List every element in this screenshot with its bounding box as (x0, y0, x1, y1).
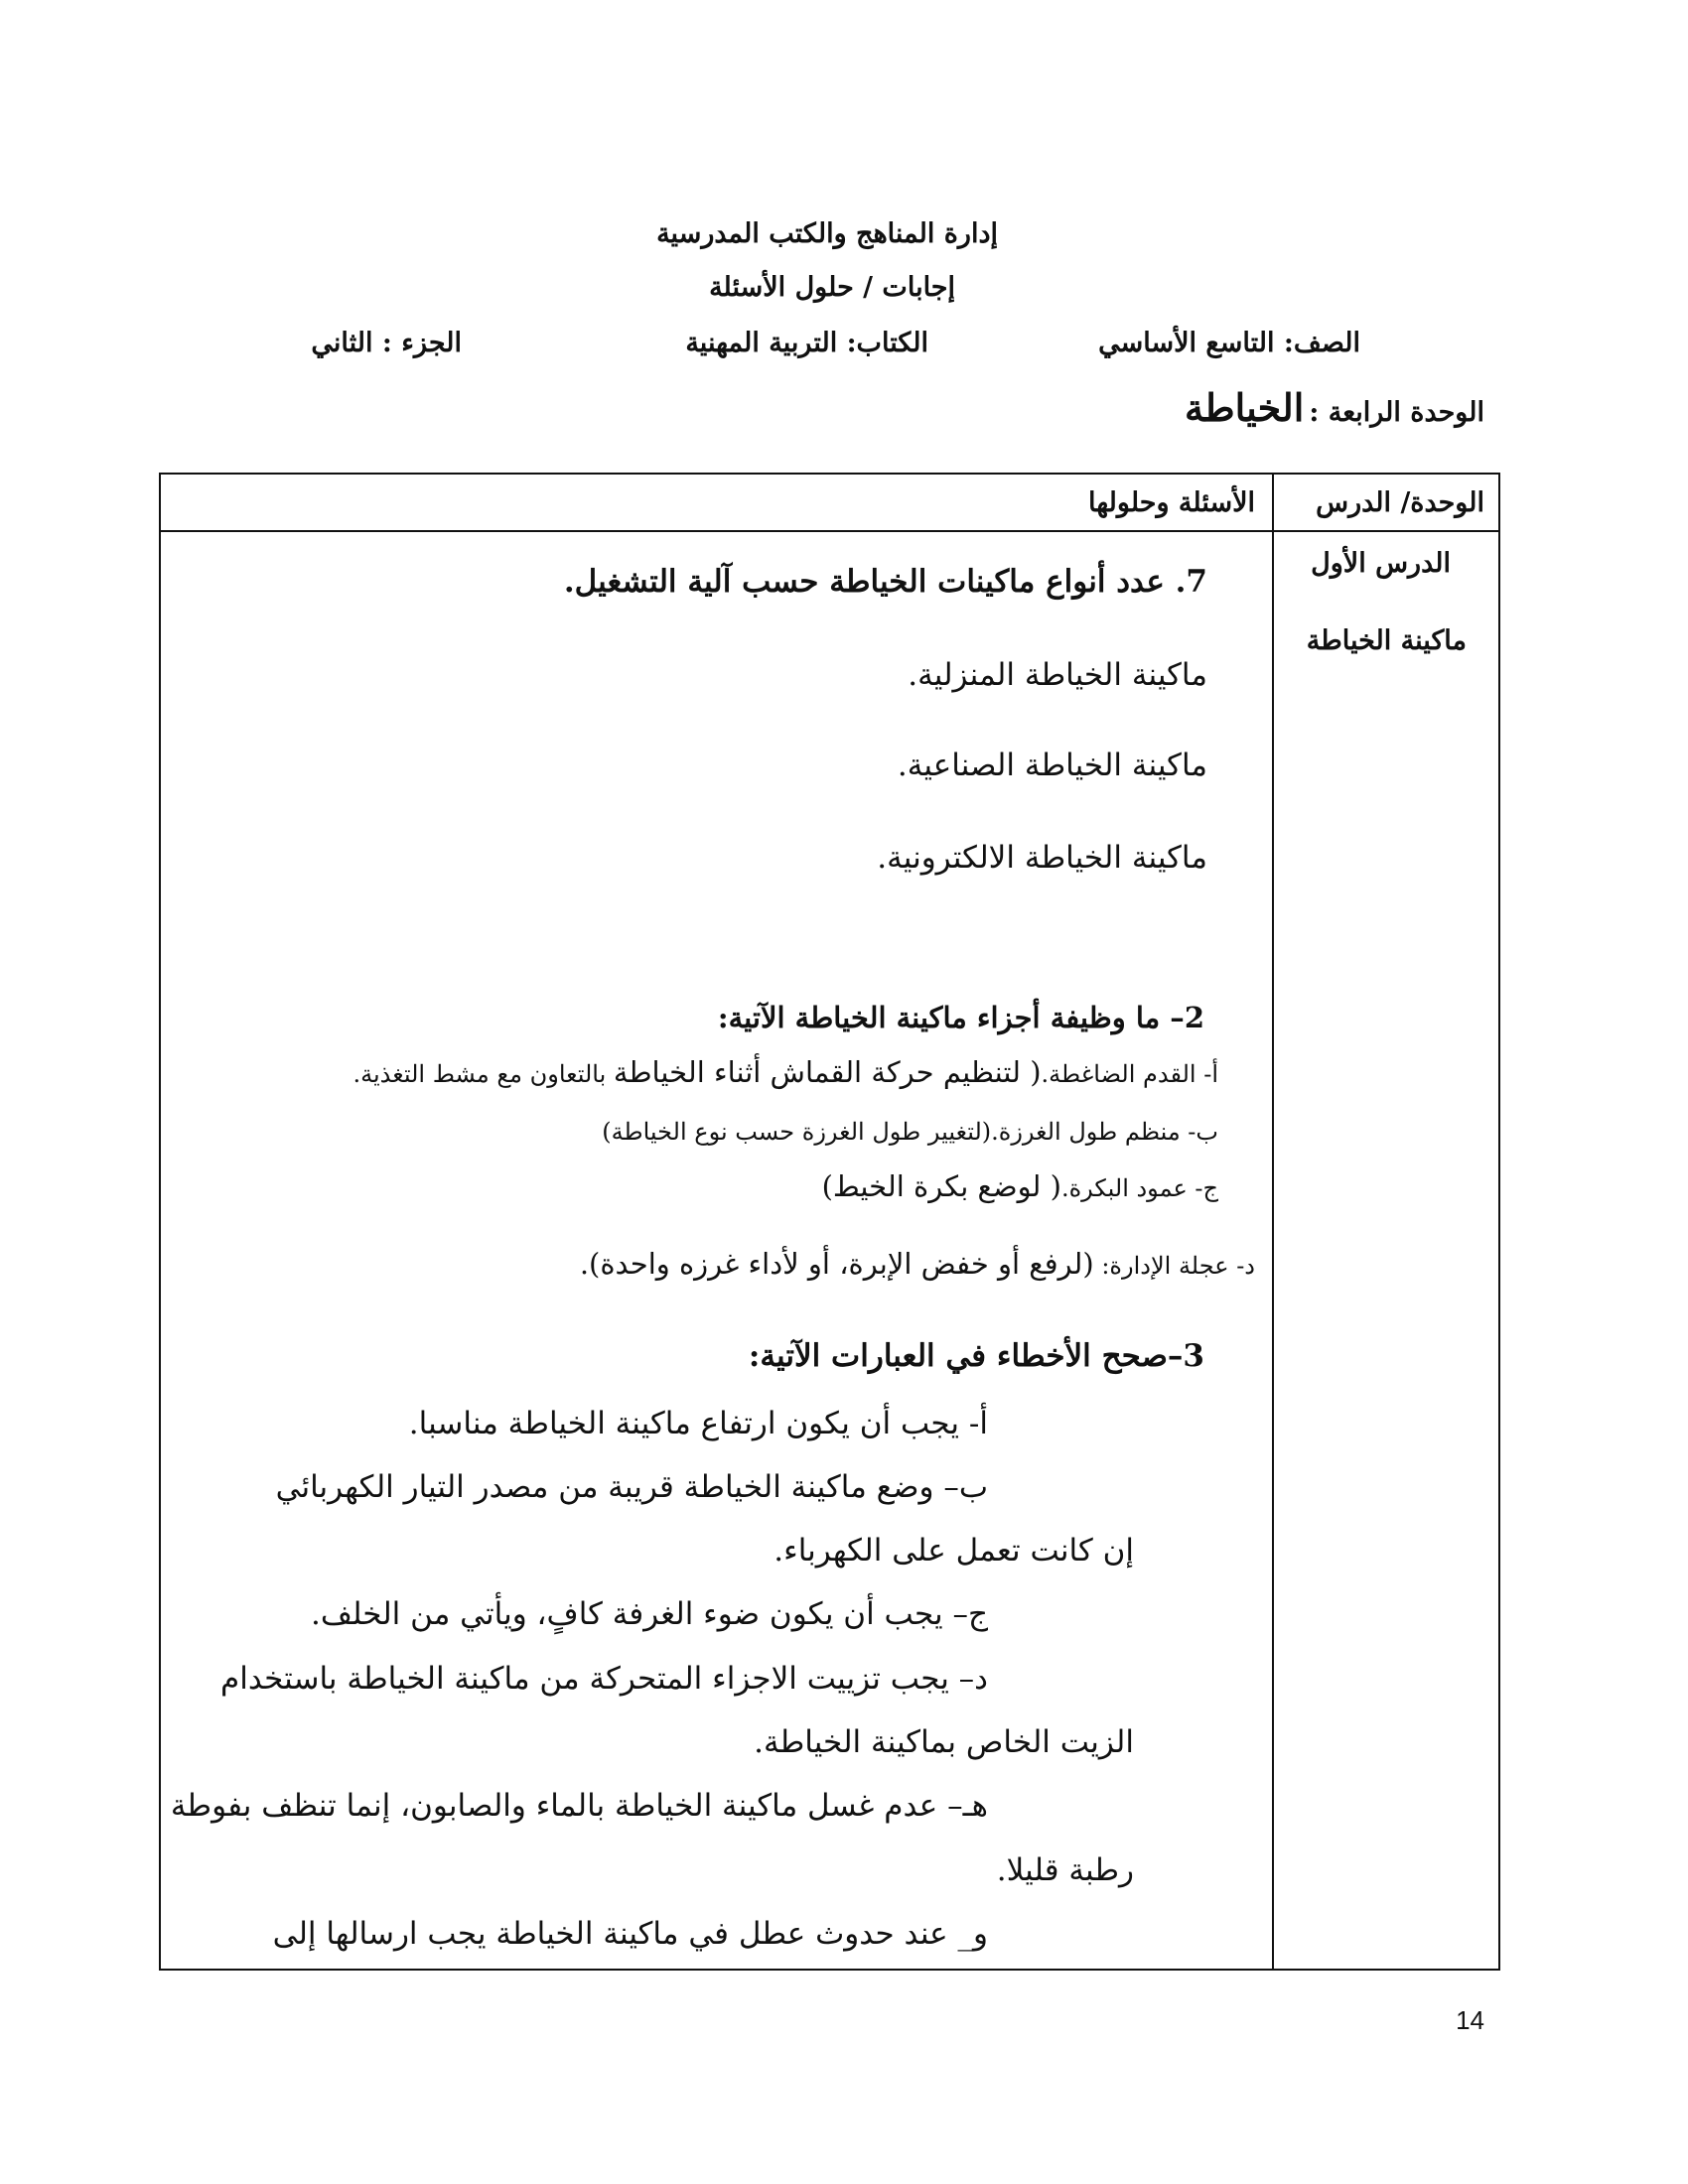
question-3-item-e: هـ– عدم غسل ماكينة الخياطة بالماء والصابون، إنما تنظف بفوطة (170, 1788, 988, 1824)
item-c-label: ج- عمود البكرة. (1060, 1174, 1218, 1202)
question-3-item-b-cont: إن كانت تعمل على الكهرباء. (774, 1533, 1134, 1569)
question-3-item-d-cont: الزيت الخاص بماكينة الخياطة. (754, 1724, 1134, 1760)
question-2-item-c (822, 1169, 1218, 1203)
col-header-unit: الوحدة/ الدرس (1316, 487, 1484, 518)
item-d-answer: (لرفع أو خفض الإبرة، أو لأداء غرزه واحدة). (579, 1247, 1094, 1281)
item-d-label: د- عجلة الإدارة: (1093, 1252, 1255, 1280)
lesson-name: الدرس الأول (1311, 548, 1451, 579)
col-header-qa: الأسئلة وحلولها (1088, 487, 1255, 518)
question-1-answer-3: ماكينة الخياطة الالكترونية. (877, 840, 1207, 876)
question-3-item-d: د– يجب تزييت الاجزاء المتحركة من ماكينة الخياطة باستخدام (220, 1661, 988, 1697)
page-number: 14 (1456, 2005, 1484, 2035)
question-2-item-d (580, 1247, 1255, 1281)
question-3-item-e-cont: رطبة قليلا. (996, 1852, 1134, 1888)
item-a-label: أ- القدم الضاغطة. (1041, 1060, 1218, 1088)
question-3-item-f: و_ عند حدوث عطل في ماكينة الخياطة يجب ارسالها إلى (272, 1916, 988, 1952)
header-divider (161, 530, 1498, 532)
unit-heading (1185, 385, 1484, 430)
part-label: الجزء : الثاني (311, 328, 462, 358)
question-2-item-b: ب- منظم طول الغرزة.(لتغيير طول الغرزة حسب نوع الخياطة) (602, 1118, 1218, 1146)
lesson-topic: ماكينة الخياطة (1306, 625, 1467, 656)
item-a-tail: بالتعاون مع مشط التغذية. (352, 1060, 614, 1088)
question-1-answer-1: ماكينة الخياطة المنزلية. (908, 657, 1207, 693)
question-3-item-c: ج– يجب أن يكون ضوء الغرفة كافٍ، ويأتي من الخلف. (311, 1596, 988, 1632)
grade-label: الصف: التاسع الأساسي (1098, 328, 1360, 358)
question-1-title: 7. عدد أنواع ماكينات الخياطة حسب آلية التشغيل. (563, 564, 1207, 600)
question-1-answer-2: ماكينة الخياطة الصناعية. (897, 748, 1207, 783)
item-a-answer: ( لتنظيم حركة القماش أثناء الخياطة (613, 1055, 1042, 1089)
book-label: الكتاب: التربية المهنية (685, 328, 928, 358)
question-3-item-a: أ- يجب أن يكون ارتفاع ماكينة الخياطة مناسبا. (408, 1406, 988, 1441)
column-divider (1272, 475, 1274, 1969)
question-2-item-a (353, 1055, 1219, 1089)
question-3-title: 3–صحح الأخطاء في العبارات الآتية: (748, 1338, 1204, 1374)
department-title: إدارة المناهج والكتب المدرسية (656, 218, 998, 249)
unit-label: الوحدة الرابعة : (1309, 397, 1484, 428)
item-c-answer: ( لوضع بكرة الخيط) (821, 1169, 1061, 1203)
question-3-item-b: ب– وضع ماكينة الخياطة قريبة من مصدر التيار الكهربائي (275, 1469, 988, 1505)
question-2-title: 2– ما وظيفة أجزاء ماكينة الخياطة الآتية: (717, 1001, 1204, 1034)
unit-name: الخياطة (1184, 385, 1305, 430)
doc-type-title: إجابات / حلول الأسئلة (709, 272, 955, 303)
